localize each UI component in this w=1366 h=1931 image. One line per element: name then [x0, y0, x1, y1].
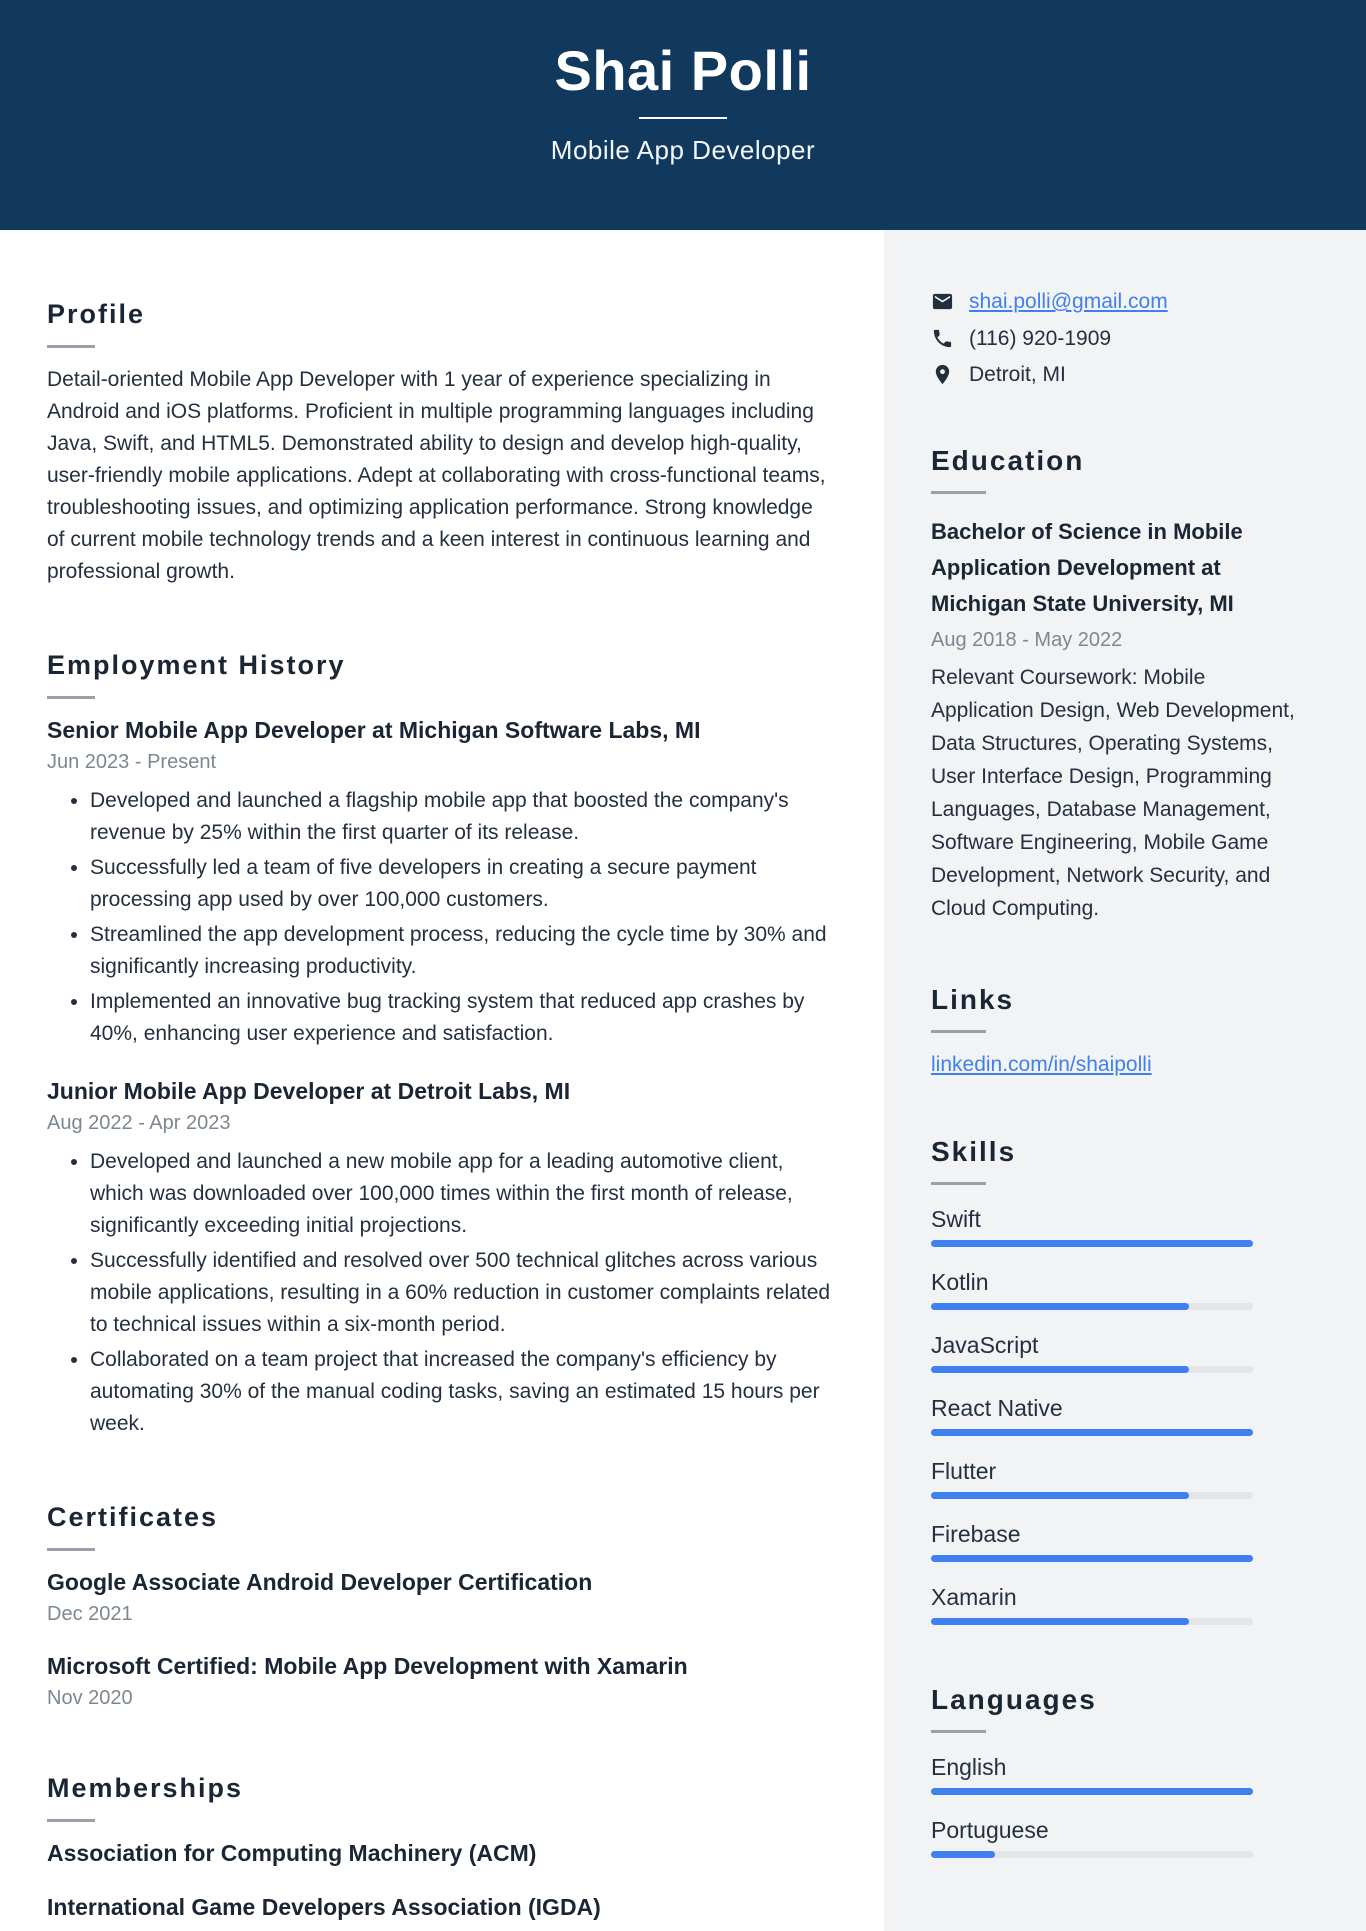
- location-text: Detroit, MI: [969, 363, 1066, 386]
- skill-bar-fill: [931, 1492, 1189, 1499]
- skill-label: React Native: [931, 1395, 1063, 1421]
- header-banner: [0, 0, 1366, 230]
- profile-heading: Profile: [47, 299, 146, 329]
- skill-bar-track: [931, 1303, 1253, 1310]
- job-title: Mobile App Developer: [550, 135, 816, 165]
- education-heading: Education: [931, 445, 1085, 476]
- section-profile: [47, 297, 836, 588]
- job-bullet: • Developed and launched a new mobile app for a leading automotive client, which was downloaded over 100,000 times within the first month of release, significantly exceeding initial projections.: [90, 1146, 836, 1242]
- skill-label: JavaScript: [931, 1332, 1039, 1358]
- main-column: [0, 230, 884, 1931]
- job-bullets: [47, 1146, 836, 1440]
- phone-icon: [931, 327, 954, 350]
- sidebar: [884, 230, 1366, 1931]
- skill-item: [931, 1205, 1310, 1247]
- education-coursework: Relevant Coursework: Mobile Application Design, Web Development, Data Structures, Operating Systems, User Interface Design, Programming Languages, Database Management, Software Engineering, Mobile Game Development, Network Security, and Cloud Computing.: [931, 666, 1295, 920]
- job-bullet: • Streamlined the app development process, reducing the cycle time by 30% and significantly increasing productivity.: [90, 919, 836, 983]
- job-bullet: • Developed and launched a flagship mobile app that boosted the company's revenue by 25% within the first quarter of its release.: [90, 785, 836, 849]
- memberships-heading: Memberships: [47, 1773, 244, 1803]
- skill-bar-fill: [931, 1366, 1189, 1373]
- skill-label: Kotlin: [931, 1269, 989, 1295]
- skill-bar-fill: [931, 1240, 1253, 1247]
- section-rule: [47, 696, 95, 699]
- language-item: [931, 1753, 1310, 1795]
- membership-item: Association for Computing Machinery (ACM): [47, 1840, 537, 1866]
- section-skills: [931, 1135, 1310, 1625]
- section-rule: [931, 1030, 986, 1033]
- certificate-title: Microsoft Certified: Mobile App Development with Xamarin: [47, 1653, 688, 1679]
- contact-email-row: [931, 290, 1310, 314]
- skill-label: Flutter: [931, 1458, 997, 1484]
- section-employment: [47, 648, 836, 1440]
- contact-block: [931, 290, 1310, 386]
- job-bullet: • Successfully identified and resolved over 500 technical glitches across various mobile applications, resulting in a 60% reduction in customer complaints related to technical issues within a six-month period.: [90, 1245, 836, 1341]
- education-date: Aug 2018 - May 2022: [931, 629, 1123, 651]
- certificate-entry: [47, 1651, 836, 1711]
- email-link[interactable]: shai.polli@gmail.com: [969, 290, 1168, 313]
- skill-bar-track: [931, 1240, 1253, 1247]
- language-bar-fill: [931, 1788, 1253, 1795]
- skill-item: [931, 1457, 1310, 1499]
- employment-heading: Employment History: [47, 650, 346, 680]
- language-bar-fill: [931, 1851, 995, 1858]
- contact-location-row: [931, 363, 1310, 386]
- job-date: Jun 2023 - Present: [47, 751, 216, 773]
- skill-item: [931, 1583, 1310, 1625]
- section-links: [931, 983, 1310, 1077]
- skill-bar-track: [931, 1492, 1253, 1499]
- section-rule: [931, 491, 986, 494]
- envelope-icon: [931, 290, 954, 313]
- contact-phone-row: [931, 327, 1310, 350]
- job-title-line: Senior Mobile App Developer at Michigan Software Labs, MI: [47, 717, 701, 743]
- section-certificates: [47, 1500, 836, 1711]
- languages-heading: Languages: [931, 1684, 1097, 1715]
- skill-bar-track: [931, 1429, 1253, 1436]
- skill-label: Swift: [931, 1206, 981, 1232]
- job-title-line: Junior Mobile App Developer at Detroit Labs, MI: [47, 1078, 571, 1104]
- skill-label: Xamarin: [931, 1584, 1017, 1610]
- section-rule: [931, 1730, 986, 1733]
- skill-bar-fill: [931, 1429, 1253, 1436]
- skill-bar-fill: [931, 1303, 1189, 1310]
- skill-label: Firebase: [931, 1521, 1021, 1547]
- job-bullets: [47, 785, 836, 1050]
- links-heading: Links: [931, 984, 1015, 1015]
- section-memberships: [47, 1771, 836, 1922]
- skill-bar-fill: [931, 1618, 1189, 1625]
- skill-bar-track: [931, 1618, 1253, 1625]
- skill-bar-track: [931, 1366, 1253, 1373]
- job-bullet: • Implemented an innovative bug tracking system that reduced app crashes by 40%, enhancing user experience and satisfaction.: [90, 986, 836, 1050]
- certificate-title: Google Associate Android Developer Certification: [47, 1569, 593, 1595]
- certificate-date: Dec 2021: [47, 1603, 133, 1625]
- language-label: English: [931, 1754, 1007, 1780]
- skill-item: [931, 1394, 1310, 1436]
- certificates-heading: Certificates: [47, 1502, 219, 1532]
- section-education: [931, 444, 1310, 925]
- person-name: Shai Polli: [554, 39, 812, 102]
- job-entry: [47, 715, 836, 1050]
- skill-bar-fill: [931, 1555, 1253, 1562]
- skill-bar-track: [931, 1555, 1253, 1562]
- skill-item: [931, 1331, 1310, 1373]
- section-languages: [931, 1683, 1310, 1858]
- section-rule: [47, 1819, 95, 1822]
- language-item: [931, 1816, 1310, 1858]
- language-bar-track: [931, 1851, 1253, 1858]
- skill-item: [931, 1268, 1310, 1310]
- degree-title: Bachelor of Science in Mobile Application Development at Michigan State University, MI: [931, 519, 1243, 616]
- language-label: Portuguese: [931, 1817, 1049, 1843]
- job-bullet: • Collaborated on a team project that increased the company's efficiency by automating 30% of the manual coding tasks, saving an estimated 15 hours per week.: [90, 1344, 836, 1440]
- map-pin-icon: [931, 363, 954, 386]
- skill-item: [931, 1520, 1310, 1562]
- linkedin-link[interactable]: linkedin.com/in/shaipolli: [931, 1053, 1152, 1076]
- certificate-entry: [47, 1567, 836, 1627]
- job-date: Aug 2022 - Apr 2023: [47, 1112, 231, 1134]
- section-rule: [47, 345, 95, 348]
- membership-item: International Game Developers Association (IGDA): [47, 1894, 601, 1920]
- section-rule: [931, 1182, 986, 1185]
- job-bullet: • Successfully led a team of five developers in creating a secure payment processing app used by over 100,000 customers.: [90, 852, 836, 916]
- language-bar-track: [931, 1788, 1253, 1795]
- phone-number: (116) 920-1909: [969, 327, 1112, 350]
- certificate-date: Nov 2020: [47, 1687, 133, 1709]
- job-entry: [47, 1076, 836, 1440]
- skills-heading: Skills: [931, 1136, 1017, 1167]
- section-rule: [47, 1548, 95, 1551]
- profile-text: Detail-oriented Mobile App Developer with 1 year of experience specializing in Android and iOS platforms. Proficient in multiple programming languages including Java, Swift, and HTML5. Demonstrated ability to design and develop high-quality, user-friendly mobile applications. Adept at collaborating with cross-functional teams, troubleshooting issues, and optimizing application performance. Strong knowledge of current mobile technology trends and a keen interest in continuous learning and professional growth.: [47, 368, 826, 583]
